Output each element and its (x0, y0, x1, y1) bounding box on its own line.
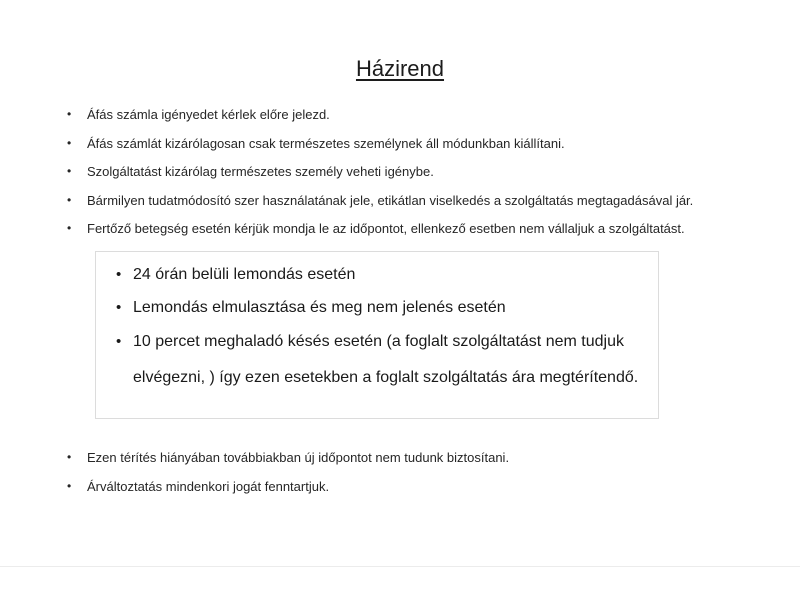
list-item: • Árváltoztatás mindenkori jogát fenntartjuk. (66, 478, 746, 507)
cancellation-list (116, 258, 646, 395)
list-item: • Bármilyen tudatmódosító szer használatának jele, etikátlan viselkedés a szolgáltatás megtagadásával jár. (66, 192, 746, 221)
list-item: • Áfás számlát kizárólagosan csak természetes személynek áll módunkban kiállítani. (66, 135, 746, 164)
list-item: • 10 percet meghaladó késés esetén (a foglalt szolgáltatást nem tudjuk elvégezni, ) így ezen esetekben a foglalt szolgáltatás ára megtérítendő. (116, 324, 646, 395)
list-item: • Szolgáltatást kizárólag természetes személy veheti igénybe. (66, 163, 746, 192)
cancellation-conditions-box (95, 251, 659, 419)
page-title: Házirend (355, 56, 445, 81)
page-bottom-strip (0, 566, 800, 605)
house-rules-list (66, 106, 746, 249)
list-item: • 24 órán belüli lemondás esetén (116, 258, 646, 291)
list-item: • Ezen térítés hiányában továbbiakban új időpontot nem tudunk biztosítani. (66, 449, 746, 478)
list-item: • Lemondás elmulasztása és meg nem jelenés esetén (116, 291, 646, 324)
list-item: • Áfás számla igényedet kérlek előre jelezd. (66, 106, 746, 135)
list-item: • Fertőző betegség esetén kérjük mondja le az időpontot, ellenkező esetben nem vállaljuk a szolgáltatást. (66, 220, 746, 249)
house-rules-list-continued (66, 449, 746, 506)
